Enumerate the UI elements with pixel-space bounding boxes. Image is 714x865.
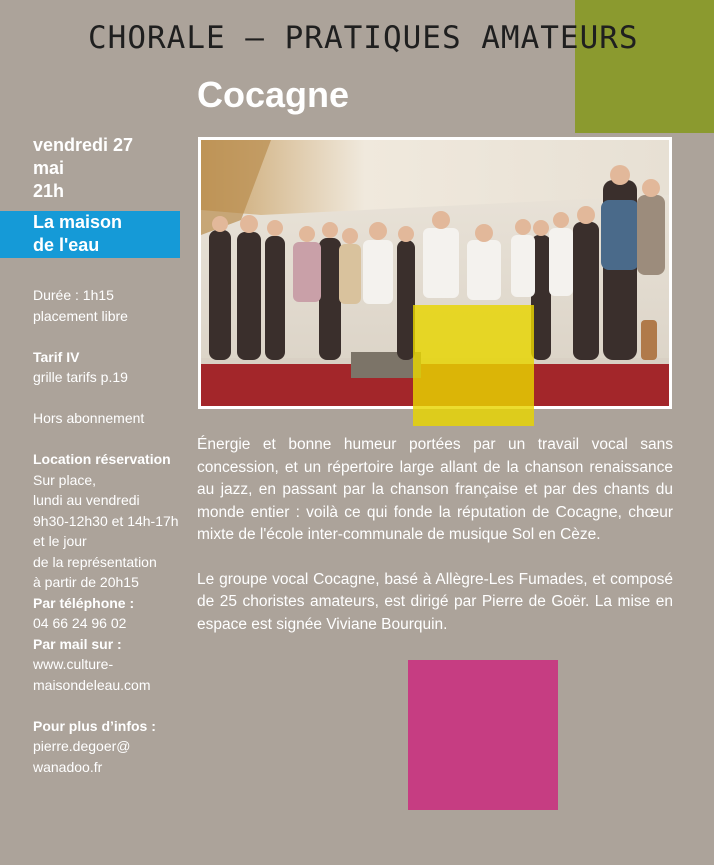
booking-line: de la représentation <box>33 553 157 570</box>
event-date-day: vendredi 27 <box>33 135 134 155</box>
phone-label: Par téléphone : <box>33 594 135 611</box>
description <box>197 434 673 636</box>
duration: Durée : 1h15 <box>33 287 114 303</box>
contact-email-line-2: wanadoo.fr <box>33 758 103 775</box>
description-paragraph-2: Le groupe vocal Cocagne, basé à Allègre-Les Fumades, et composé de 25 choristes amateurs, est dirigé par Pierre de Goër. La mise en espace est signée Viviane Bourquin. <box>197 570 673 633</box>
phone-number: 04 66 24 96 02 <box>33 615 127 631</box>
section-title: CHORALE – PRATIQUES AMATEURS <box>88 20 639 56</box>
subscription-note: Hors abonnement <box>33 410 145 426</box>
event-date <box>33 134 183 203</box>
website-line-2: maisondeleau.com <box>33 676 151 693</box>
magenta-decor-block <box>408 660 558 810</box>
show-title: Cocagne <box>197 74 350 115</box>
more-info-label: Pour plus d’infos : <box>33 717 156 734</box>
yellow-decor-block <box>413 305 534 426</box>
mail-label: Par mail sur : <box>33 635 122 652</box>
seating: placement libre <box>33 307 128 324</box>
venue-banner <box>0 211 180 258</box>
booking-line: à partir de 20h15 <box>33 574 139 590</box>
booking-label: Location réservation <box>33 451 171 467</box>
tarif-label: Tarif IV <box>33 348 80 365</box>
venue-line-1: La maison <box>33 212 123 232</box>
booking-line: Sur place, <box>33 471 97 488</box>
website-line-1: www.culture- <box>33 656 114 672</box>
booking-line: 9h30-12h30 et 14h-17h <box>33 512 179 529</box>
contact-email-line-1: pierre.degoer@ <box>33 738 131 754</box>
tarif-note: grille tarifs p.19 <box>33 369 128 385</box>
practical-info <box>33 285 188 777</box>
booking-line: lundi au vendredi <box>33 492 140 508</box>
venue-line-2: de l'eau <box>33 235 100 255</box>
event-time: 21h <box>33 181 65 201</box>
event-date-month: mai <box>33 158 65 178</box>
booking-line: et le jour <box>33 533 87 549</box>
description-paragraph-1: Énergie et bonne humeur portées par un travail vocal sans concession, et un répertoire large allant de la chanson renaissance au jazz, en passant par la chanson française et par des chants du monde entier : voilà ce qui fonde la réputation de Cocagne, chœur mixte de l'école inter-communale de musique Sol en Cèze. <box>197 436 673 543</box>
